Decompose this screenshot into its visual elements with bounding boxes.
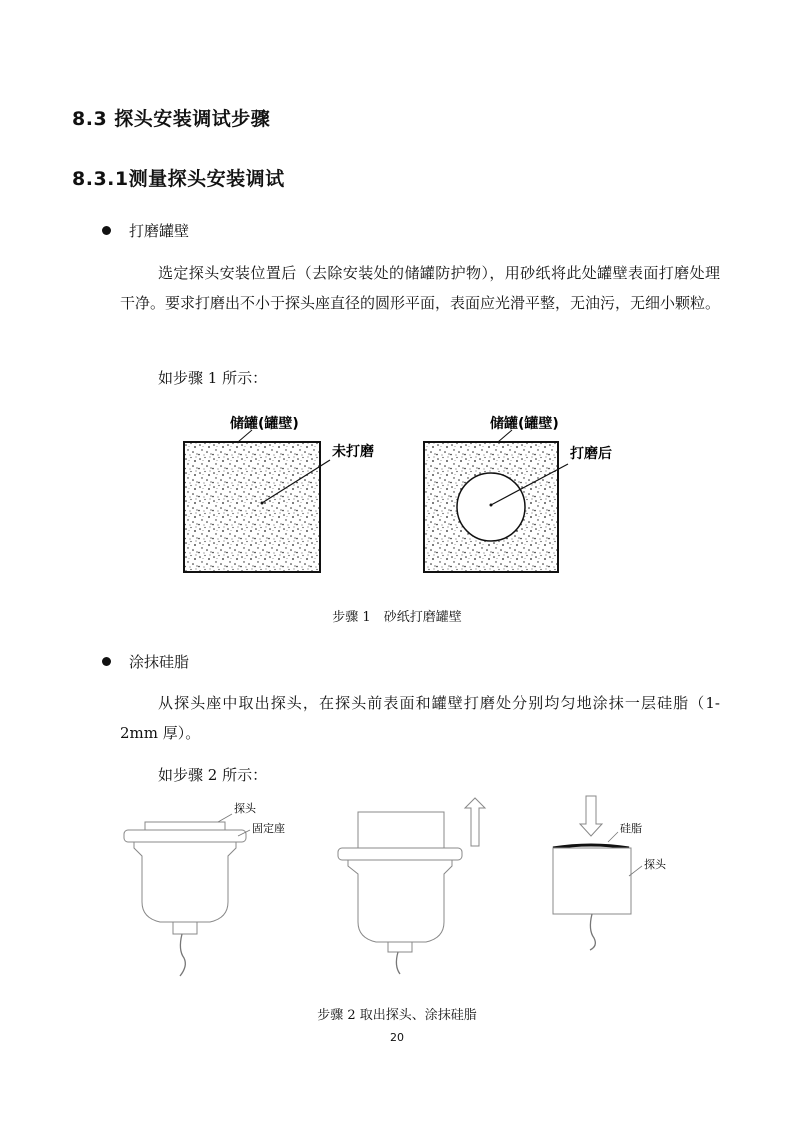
bullet-step1 — [102, 220, 189, 241]
fig1-right-title: 储罐(罐壁) — [490, 416, 559, 432]
unpolished-wall-panel — [184, 415, 374, 572]
figure-step1 — [170, 400, 630, 585]
fig2-label-probe: 探头 — [234, 802, 256, 815]
probe-in-seat-drawing — [124, 801, 285, 976]
step2-reference: 如步骤 2 所示： — [158, 766, 268, 784]
step1-paragraph: 选定探头安装位置后（去除安装处的储罐防护物），用砂纸将此处罐壁表面打磨处理干净。要求打磨出不小于探头座直径的圆形平面，表面应光滑平整，无油污，无细小颗粒。 — [120, 264, 721, 312]
step2-paragraph: 从探头座中取出探头，在探头前表面和罐壁打磨处分别均匀地涂抹一层硅脂（1-2mm 厚）。 — [120, 694, 720, 742]
bullet-dot-icon — [102, 226, 111, 235]
step1-reference: 如步骤 1 所示： — [158, 369, 268, 387]
bullet-dot-icon — [102, 657, 111, 666]
fig1-left-title: 储罐(罐壁) — [230, 416, 299, 432]
fig2-label-probe2: 探头 — [644, 858, 666, 871]
figure-step2 — [110, 790, 700, 980]
polished-wall-panel — [424, 415, 612, 572]
arrow-up-icon — [465, 798, 485, 846]
fig2-label-seat: 固定座 — [252, 822, 285, 835]
fig1-left-label: 未打磨 — [332, 444, 374, 460]
figure1-caption: 步骤 1 砂纸打磨罐壁 — [332, 610, 462, 625]
bullet-step2-label: 涂抹硅脂 — [129, 653, 190, 671]
fig2-label-grease: 硅脂 — [620, 822, 642, 835]
fig1-right-label: 打磨后 — [570, 446, 612, 462]
arrow-down-icon — [580, 796, 602, 836]
subsection-heading: 8.3.1测量探头安装调试 — [72, 168, 285, 190]
figure2-caption: 步骤 2 取出探头、涂抹硅脂 — [317, 1008, 477, 1023]
probe-lifted-drawing — [338, 798, 485, 974]
bullet-step2 — [102, 651, 189, 672]
bullet-step1-label: 打磨罐壁 — [129, 222, 190, 240]
section-heading: 8.3 探头安装调试步骤 — [72, 108, 271, 130]
grease-applied-drawing — [553, 796, 667, 950]
page-number: 20 — [390, 1031, 404, 1044]
